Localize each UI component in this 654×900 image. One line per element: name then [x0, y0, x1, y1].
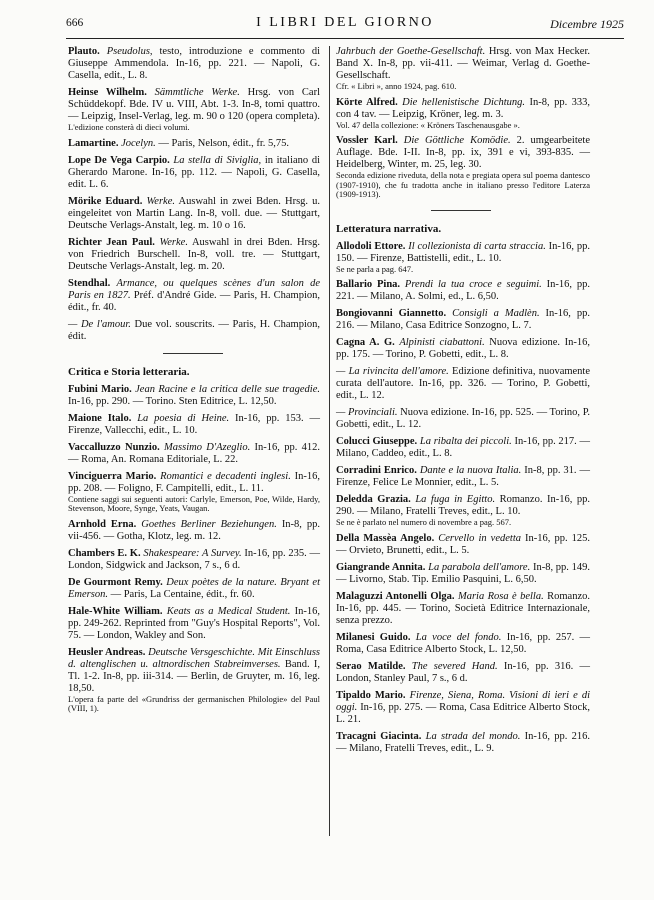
- entry-list: [68, 46, 320, 343]
- bibliography-entry: [336, 731, 590, 755]
- bibliography-entry: [336, 337, 590, 361]
- entry-author: Chambers E. K.: [68, 547, 141, 559]
- entry-details: In-16, pp. 412. — Roma, An. Romana Editoriale, L. 22.: [68, 441, 321, 465]
- entry-title: The severed Hand.: [411, 660, 498, 672]
- entry-list: [68, 384, 320, 714]
- entry-details: In-8, pp. 149. — Livorno, Stab. Tip. Emilio Pasquini, L. 6,50.: [336, 561, 591, 585]
- entry-details: Romanzo. In-16, pp. 445. — Torino, Società Editrice Internazionale, senza prezzo.: [336, 590, 591, 626]
- entry-title: Armance, ou quelques scènes d'un salon de Paris en 1827.: [68, 277, 321, 301]
- entry-details: Auswahl in zwei Bden. Hrsg. u. eingeleitet von Martin Lang. In-8, voll. due. — Stuttgart, Deutsche Verlags-Anstalt, leg. m. 10 o 16.: [68, 195, 321, 231]
- entry-title: Keats as a Medical Student.: [166, 605, 291, 617]
- entry-list: [336, 46, 590, 200]
- entry-details: In-16, pp. 316. — London, Stanley Paul, 7 s., 6 d.: [336, 660, 591, 684]
- right-column: [336, 46, 590, 760]
- bibliography-entry: [336, 97, 590, 131]
- entry-title: Romantici e decadenti inglesi.: [160, 470, 291, 482]
- entry-details: Edizione definitiva, nuovamente curata dell'autore. In-16, pp. 326. — Torino, P. Gobetti, edit., L. 12.: [336, 366, 591, 401]
- bibliography-entry: [68, 138, 320, 150]
- entry-author: Bongiovanni Giannetto.: [336, 308, 447, 319]
- entry-title: Prendi la tua croce e seguimi.: [404, 279, 542, 290]
- entry-author: Corradini Enrico.: [336, 465, 417, 476]
- bibliography-entry: [336, 465, 590, 489]
- entry-note: Cfr. « Libri », anno 1924, pag. 610.: [336, 81, 457, 91]
- entry-details: In-8, pp. 31. — Firenze, Felice Le Monnier, edit., L. 5.: [336, 465, 591, 488]
- bibliography-entry: [68, 155, 320, 191]
- entry-details: Nuova edizione. In-16, pp. 525. — Torino, P. Gobetti, edit., L. 12.: [336, 407, 590, 430]
- entry-author: Tipaldo Mario.: [336, 689, 406, 701]
- entry-title: — Provinciali.: [336, 407, 398, 418]
- entry-title: Maria Rosa è bella.: [457, 590, 544, 602]
- entry-author: Fubini Mario.: [68, 383, 132, 395]
- section-heading-narrativa: Letteratura narrativa.: [336, 222, 442, 235]
- bibliography-entry: [336, 562, 590, 586]
- entry-title: — De l'amour.: [68, 318, 131, 330]
- entry-title: — La rivincita dell'amore.: [336, 366, 449, 377]
- entry-details: In-16, pp. 216. — Milano, Casa Editrice Sonzogno, L. 7.: [336, 308, 591, 331]
- bibliography-entry: [68, 413, 320, 437]
- entry-details: In-8, pp. vii-456. — Gotha, Klotz, leg. m. 12.: [68, 518, 321, 542]
- entry-details: In-16, pp. 217. — Milano, Caddeo, edit., L. 8.: [336, 436, 591, 459]
- entry-author: Colucci Giuseppe.: [336, 436, 418, 447]
- entry-author: Ballario Pina.: [336, 279, 401, 290]
- page-number: 666: [66, 17, 84, 29]
- entry-author: Tracagni Giacinta.: [336, 730, 422, 742]
- entry-details: In-16, pp. 290. — Torino. Sten Editrice, L. 12,50.: [68, 395, 277, 407]
- entry-title: Jahrbuch der Goethe-Gesellschaft.: [336, 46, 486, 57]
- entry-author: Körte Alfred.: [336, 96, 398, 108]
- entry-title: La voce del fondo.: [415, 631, 502, 643]
- entry-details: In-8, pp. 333, con 4 tav. — Leipzig, Kröner, leg. m. 3.: [336, 96, 591, 120]
- entry-author: Vinciguerra Mario.: [68, 470, 157, 482]
- entry-list: [336, 241, 590, 755]
- entry-title: Shakespeare: A Survey.: [143, 547, 242, 559]
- entry-details: testo, introduzione e commento di Giuseppe Ammendola. In-16, pp. 221. — Napoli, G. Casella, edit., L. 8.: [68, 46, 320, 81]
- bibliography-entry: [336, 241, 590, 275]
- entry-details: In-16, pp. 235. — London, Sidgwick and Jackson, 7 s., 6 d.: [68, 547, 320, 571]
- section-separator: [163, 353, 223, 354]
- bibliography-entry: [68, 647, 320, 714]
- entry-author: Cagna A. G.: [336, 337, 395, 348]
- entry-note: Vol. 47 della collezione: « Kröners Taschenausgabe ».: [336, 119, 520, 130]
- entry-author: Hale-White William.: [68, 605, 163, 617]
- header-rule: [66, 38, 624, 39]
- entry-details: In-16, pp. 153. — Firenze, Vallecchi, edit., L. 10.: [68, 412, 321, 436]
- column-divider: [329, 46, 330, 836]
- section-heading-critica: Critica e Storia letteraria.: [68, 365, 190, 378]
- bibliography-entry: [336, 661, 590, 685]
- entry-note: L'edizione consterà di dieci volumi.: [68, 122, 190, 132]
- entry-title: Goethes Berliner Beziehungen.: [141, 518, 277, 530]
- entry-author: Della Massèa Angelo.: [336, 532, 435, 544]
- bibliography-entry: [336, 308, 590, 332]
- entry-details: Préf. d'André Gide. — Paris, H. Champion, édit., fr. 40.: [68, 289, 321, 313]
- entry-title: Deutsche Versgeschichte. Mit Einschluss d. altenglischen u. altnordischen Stabreimverses.: [68, 646, 320, 670]
- entry-details: In-16, pp. 221. — Milano, A. Solmi, ed., L. 6,50.: [336, 279, 591, 302]
- entry-title: Werke.: [159, 236, 188, 248]
- entry-title: Deux poètes de la nature. Bryant et Emerson.: [68, 576, 320, 600]
- bibliography-entry: [336, 494, 590, 528]
- entry-title: Dante e la nuova Italia.: [419, 465, 522, 476]
- bibliography-entry: [336, 46, 590, 92]
- entry-author: Malaguzzi Antonelli Olga.: [336, 590, 455, 602]
- entry-title: Firenze, Siena, Roma. Visioni di ieri e di oggi.: [336, 689, 590, 713]
- entry-title: La ribalta dei piccoli.: [419, 436, 512, 447]
- entry-author: Heinse Wilhelm.: [68, 87, 147, 98]
- bibliography-entry: [68, 442, 320, 466]
- bibliography-entry: [68, 196, 320, 232]
- entry-title: La strada del mondo.: [425, 730, 521, 742]
- entry-author: Allodoli Ettore.: [336, 240, 406, 252]
- issue-date: Dicembre 1925: [550, 17, 624, 31]
- entry-details: In-16, pp. 150. — Firenze, Battistelli, edit., L. 10.: [336, 240, 590, 264]
- bibliography-entry: [336, 533, 590, 557]
- entry-details: Auswahl in drei Bden. Hrsg. von Friedrich Burschell. In-8, voll. tre. — Stuttgart, Deutsche Verlags-Anstalt, leg. m. 20.: [68, 236, 320, 272]
- left-column: [68, 46, 320, 719]
- bibliography-entry: [68, 237, 320, 273]
- entry-author: Deledda Grazia.: [336, 494, 411, 505]
- entry-details: Hrsg. von Carl Schüddekopf. Bde. IV u. VIII, Abt. 1-3. In-8, tomi quattro. — Leipzig, Insel-Verlag, leg. m. 90 o 120 (opera completa).: [68, 87, 321, 122]
- entry-author: Richter Jean Paul.: [68, 236, 155, 248]
- bibliography-entry: [336, 279, 590, 303]
- bibliography-entry: [68, 46, 320, 82]
- bibliography-entry: [68, 577, 320, 601]
- entry-note: Se ne è parlato nel numero di novembre a pag. 567.: [336, 517, 512, 527]
- entry-details: In-16, pp. 275. — Roma, Casa Editrice Alberto Stock, L. 21.: [336, 701, 590, 725]
- entry-author: Vossler Karl.: [336, 135, 398, 146]
- bibliography-entry: [336, 407, 590, 431]
- entry-details: In-16, pp. 257. — Roma, Casa Editrice Alberto Stock, L. 12,50.: [336, 631, 590, 655]
- entry-author: Heusler Andreas.: [68, 646, 146, 658]
- bibliography-entry: [336, 436, 590, 460]
- entry-note: Se ne parla a pag. 647.: [336, 263, 414, 274]
- entry-title: La parabola dell'amore.: [428, 561, 531, 573]
- running-title: I LIBRI DEL GIORNO: [256, 15, 434, 30]
- entry-details: In-16, pp. 208. — Foligno, F. Campitelli, edit., L. 11.: [68, 470, 321, 494]
- bibliography-entry: [68, 548, 320, 572]
- entry-details: Nuova edizione. In-16, pp. 175. — Torino, P. Gobetti, edit., L. 8.: [336, 337, 590, 360]
- entry-title: Pseudolus,: [106, 46, 153, 57]
- bibliography-entry: [68, 278, 320, 314]
- section-separator: [431, 210, 491, 211]
- entry-title: Cervello in vedetta: [438, 532, 521, 544]
- entry-note: Contiene saggi sui seguenti autori: Carlyle, Emerson, Poe, Wilde, Hardy, Stevenson, Moore, Synge, Yeats, Vaugan.: [68, 493, 320, 513]
- entry-title: Consigli a Madlèn.: [452, 308, 540, 319]
- entry-author: Serao Matilde.: [336, 660, 406, 672]
- entry-title: Jocelyn.: [121, 137, 156, 149]
- entry-title: Die hellenistische Dichtung.: [402, 96, 526, 108]
- bibliography-entry: [336, 690, 590, 726]
- bibliography-entry: [68, 519, 320, 543]
- bibliography-entry: [68, 384, 320, 408]
- entry-title: Alpinisti ciabattoni.: [399, 337, 485, 348]
- entry-note: Seconda edizione riveduta, della nota e pregiata opera sul poema dantesco (1907-1910), che fu tradotta anche in italiano presso l'editore Laterza (1909-1913).: [336, 170, 590, 199]
- entry-author: Lamartine.: [68, 137, 119, 149]
- entry-details: Romanzo. In-16, pp. 290. — Milano, Fratelli Treves, edit., L. 10.: [336, 494, 590, 517]
- entry-author: Stendhal.: [68, 277, 111, 289]
- entry-details: in italiano di Gherardo Marone. In-16, pp. 112. — Napoli, G. Casella, edit. L. 6.: [68, 154, 321, 190]
- bibliography-entry: [336, 366, 590, 402]
- bibliography-entry: [68, 471, 320, 514]
- entry-title: Il collezionista di carta straccia.: [408, 240, 546, 252]
- entry-author: De Gourmont Remy.: [68, 576, 163, 588]
- entry-note: L'opera fa parte del «Grundriss der germanischen Philologie» del Paul (VIII, 1).: [68, 693, 320, 713]
- entry-title: La stella di Siviglia,: [173, 154, 262, 166]
- entry-details: Hrsg. von Max Hecker. Band X. In-8, pp. vii-411. — Weimar, Verlag d. Goethe-Gesellschaft.: [336, 46, 590, 81]
- entry-details: — Paris, Nelson, édit., fr. 5,75.: [158, 137, 290, 149]
- entry-author: Mörike Eduard.: [68, 195, 143, 207]
- entry-details: In-16, pp. 216. — Milano, Fratelli Treves, edit., L. 9.: [336, 730, 590, 754]
- bibliography-entry: [336, 135, 590, 200]
- entry-details: Band. I, Tl. 1-2. In-8, pp. iii-314. — Berlin, de Gruyter, m. 16, leg. 18,50.: [68, 658, 320, 694]
- entry-title: Werke.: [146, 195, 175, 207]
- entry-author: Milanesi Guido.: [336, 631, 411, 643]
- entry-details: In-16, pp. 249-262. Reprinted from "Guy's Hospital Reports", Vol. 75. — London, Wakley and Son.: [68, 605, 320, 641]
- entry-title: La poesia di Heine.: [137, 412, 230, 424]
- bibliography-entry: [68, 87, 320, 133]
- bibliography-entry: [336, 632, 590, 656]
- entry-title: Jean Racine e la critica delle sue tragedie.: [135, 383, 320, 395]
- entry-title: Sämmtliche Werke.: [154, 87, 240, 98]
- entry-title: Massimo D'Azeglio.: [164, 441, 251, 453]
- entry-author: Plauto.: [68, 46, 100, 57]
- entry-details: — Paris, La Centaine, édit., fr. 60.: [110, 588, 255, 600]
- entry-title: La fuga in Egitto.: [415, 494, 496, 505]
- bibliography-entry: [68, 319, 320, 343]
- entry-title: Die Göttliche Komödie.: [403, 135, 511, 146]
- entry-details: 2. umgearbeitete Auflage. Bde. I-II. In-8, pp. ix, 391 e vi, 393-835. — Heidelberg, Winter, m. 25, leg. 30.: [336, 135, 591, 170]
- entry-details: In-16, pp. 125. — Orvieto, Brunetti, edit., L. 5.: [336, 532, 591, 556]
- bibliography-entry: [68, 606, 320, 642]
- entry-author: Maione Italo.: [68, 412, 132, 424]
- entry-author: Vaccalluzzo Nunzio.: [68, 441, 160, 453]
- entry-author: Arnhold Erna.: [68, 518, 137, 530]
- bibliography-entry: [336, 591, 590, 627]
- entry-author: Giangrande Annita.: [336, 561, 426, 573]
- entry-author: Lope De Vega Carpio.: [68, 154, 170, 166]
- entry-details: Due vol. souscrits. — Paris, H. Champion, édit.: [68, 318, 320, 342]
- page-header: [66, 14, 624, 36]
